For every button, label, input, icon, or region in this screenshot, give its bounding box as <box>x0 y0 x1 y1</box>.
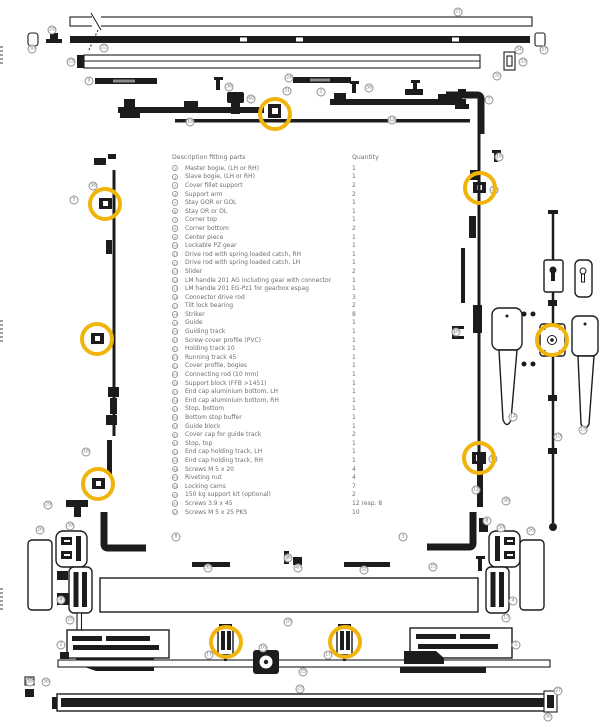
part-quantity: 4 <box>352 474 356 482</box>
part-description: Stay GOR or GOL <box>185 199 237 207</box>
margin-mark <box>0 320 3 344</box>
part-callout: 38 <box>90 183 96 189</box>
part-quantity: 2 <box>352 431 356 439</box>
highlight-circle <box>209 625 243 659</box>
part-number-badge: 4 <box>173 191 177 197</box>
part-quantity: 1 <box>352 328 356 336</box>
part-quantity: 4 <box>352 465 356 473</box>
parts-row <box>172 233 412 242</box>
part-callout: 18 <box>453 329 459 335</box>
part-callout: 16 <box>496 154 502 160</box>
part-description: Tilt lock bearing <box>185 302 234 310</box>
part-quantity: 10 <box>352 508 360 516</box>
part-quantity: 2 <box>352 181 356 189</box>
part-description: Bottom stop buffer <box>185 414 242 422</box>
part-number-badge: 5 <box>173 200 177 206</box>
part-description: Cover fillet support <box>185 181 243 189</box>
part-callout: 32 <box>361 567 367 573</box>
parts-row <box>172 207 412 216</box>
part-number-badge: 29 <box>173 406 178 412</box>
part-callout: 36 <box>43 679 49 685</box>
part-description: Support arm <box>185 190 223 198</box>
part-description: Corner bottom <box>185 224 229 232</box>
parts-row <box>172 181 412 190</box>
part-number-badge: 2 <box>173 174 177 180</box>
part-callout: 2 <box>317 88 326 97</box>
part-quantity: 1 <box>352 414 356 422</box>
part-quantity: 1 <box>352 388 356 396</box>
part-callout: 16 <box>83 449 89 455</box>
part-callout: 7 <box>485 96 494 105</box>
parts-row <box>172 259 412 268</box>
part-description: Slider <box>185 267 203 275</box>
part-quantity: 1 <box>352 362 356 370</box>
part-description: End cap aluminium bottom, LH <box>185 388 279 396</box>
part-callout: 17 <box>325 652 331 658</box>
part-quantity: 1 <box>352 207 356 215</box>
part-description: Stop, top <box>185 439 213 447</box>
part-callout: 31 <box>284 88 290 94</box>
parts-row <box>172 405 412 414</box>
parts-row <box>172 370 412 379</box>
pz-gear-column <box>522 210 566 531</box>
part-number-badge: 6 <box>173 209 177 215</box>
part-callout: 39 <box>67 523 73 529</box>
part-callout: 33 <box>520 59 526 65</box>
part-callout: 28 <box>27 679 33 685</box>
part-description: Running track 45 <box>185 353 237 361</box>
parts-list-header <box>172 154 412 162</box>
part-number-badge: 41 <box>173 509 178 515</box>
part-description: Guide block <box>185 422 221 430</box>
part-callout: 13 <box>187 119 193 125</box>
part-number-badge: 35 <box>173 458 178 464</box>
part-number-badge: 8 <box>173 226 177 232</box>
part-quantity: 1 <box>352 405 356 413</box>
part-callout: 12 <box>473 487 479 493</box>
parts-row <box>172 379 412 388</box>
part-callout: 24 <box>286 75 292 81</box>
part-number-badge: 9 <box>173 234 177 240</box>
highlight-circle <box>81 467 115 501</box>
part-callout: 29 <box>49 27 55 33</box>
part-callout: 36 <box>366 85 372 91</box>
part-quantity: 1 <box>352 199 356 207</box>
part-description: Connecting rod (10 mm) <box>185 371 259 379</box>
part-quantity: 3 <box>352 293 356 301</box>
part-callout: 37 <box>541 47 547 53</box>
part-number-badge: 28 <box>173 398 178 404</box>
parts-row <box>172 190 412 199</box>
part-description: 150 kg support kit (optional) <box>185 491 271 499</box>
part-callout: 26 <box>528 528 534 534</box>
part-description: Drive rod with spring loaded catch, LH <box>185 259 301 267</box>
part-callout: 25 <box>300 669 306 675</box>
part-description: Slave bogie, (LH or RH) <box>185 173 255 181</box>
part-number-badge: 37 <box>173 475 178 481</box>
part-number-badge: 20 <box>173 329 178 335</box>
parts-row <box>172 267 412 276</box>
part-description: Cover profile, bogies <box>185 362 248 370</box>
highlight-circle <box>80 322 114 356</box>
part-callout: 38 <box>491 187 497 193</box>
parts-row <box>172 422 412 431</box>
part-callout: 40 <box>295 565 301 571</box>
part-callout: 14 <box>510 414 516 420</box>
part-quantity: 1 <box>352 173 356 181</box>
part-number-badge: 31 <box>173 423 178 429</box>
part-quantity: 1 <box>352 396 356 404</box>
part-callout: 36 <box>545 714 551 720</box>
part-quantity: 1 <box>352 353 356 361</box>
parts-list-header-quantity: Quantity <box>352 154 379 161</box>
part-callout: 8 <box>172 533 181 542</box>
part-description: End cap holding track, RH <box>185 456 263 464</box>
parts-row <box>172 396 412 405</box>
part-callout: 15 <box>580 427 586 433</box>
parts-row <box>172 456 412 465</box>
part-callout: 29 <box>45 502 51 508</box>
part-quantity: 2 <box>352 224 356 232</box>
part-number-badge: 22 <box>173 346 178 352</box>
parts-row <box>172 276 412 285</box>
part-callout: 22 <box>101 45 107 51</box>
part-quantity: 1 <box>352 456 356 464</box>
highlight-circle <box>535 323 569 357</box>
part-number-badge: 10 <box>173 243 178 249</box>
part-number-badge: 18 <box>173 312 178 318</box>
parts-row <box>172 362 412 371</box>
part-number-badge: 26 <box>173 380 178 386</box>
parts-row <box>172 448 412 457</box>
parts-row <box>172 508 412 517</box>
part-quantity: 1 <box>352 448 356 456</box>
part-number-badge: 13 <box>173 269 178 275</box>
part-callout: 9 <box>85 77 94 86</box>
part-number-badge: 1 <box>173 166 177 172</box>
part-description: Guiding track <box>185 328 226 336</box>
margin-mark <box>0 588 3 610</box>
part-callout: 17 <box>206 652 212 658</box>
parts-row <box>172 164 412 173</box>
part-quantity: 1 <box>352 250 356 258</box>
parts-row <box>172 224 412 233</box>
part-callout: 25 <box>430 564 436 570</box>
part-quantity: 1 <box>352 345 356 353</box>
part-quantity: 1 <box>352 439 356 447</box>
parts-row <box>172 491 412 500</box>
part-number-badge: 11 <box>173 252 178 258</box>
part-callout: 35 <box>494 73 500 79</box>
part-description: Center piece <box>185 233 224 241</box>
part-quantity: 1 <box>352 233 356 241</box>
part-quantity: 1 <box>352 242 356 250</box>
part-description: End cap aluminium bottom, RH <box>185 396 279 404</box>
part-description: Screws M 5 x 20 <box>185 465 234 473</box>
part-quantity: 1 <box>352 379 356 387</box>
part-description: LM handle 201 AG including gear with connector <box>185 276 332 284</box>
part-quantity: 1 <box>352 276 356 284</box>
part-description: Master bogie, (LH or RH) <box>185 164 260 172</box>
part-quantity: 1 <box>352 371 356 379</box>
part-number-badge: 25 <box>173 372 178 378</box>
parts-list-rows <box>172 164 412 516</box>
part-description: Guide <box>185 319 203 327</box>
part-quantity: 2 <box>352 190 356 198</box>
parts-list-header-description: Description fitting parts <box>172 154 246 161</box>
parts-row <box>172 482 412 491</box>
part-callout: 1 <box>512 641 521 650</box>
part-description: End cap holding track, LH <box>185 448 263 456</box>
highlight-circle <box>328 625 362 659</box>
bottom-rail-assembly <box>25 677 557 712</box>
parts-row <box>172 319 412 328</box>
part-number-badge: 7 <box>173 217 177 223</box>
part-number-badge: 33 <box>173 441 178 447</box>
parts-row <box>172 430 412 439</box>
parts-row <box>172 250 412 259</box>
parts-row <box>172 198 412 207</box>
parts-row <box>172 473 412 482</box>
parts-row <box>172 336 412 345</box>
parts-row <box>172 439 412 448</box>
part-callout: 21 <box>455 9 461 15</box>
part-number-badge: 3 <box>173 183 177 189</box>
highlight-circle <box>463 171 497 205</box>
part-callout: 39 <box>498 525 504 531</box>
part-callout: 25 <box>67 617 73 623</box>
part-number-badge: 21 <box>173 337 178 343</box>
parts-row <box>172 293 412 302</box>
part-description: Riveting nut <box>185 474 222 482</box>
part-quantity: 8 <box>352 310 356 318</box>
part-number-badge: 16 <box>173 295 178 300</box>
part-number-badge: 39 <box>173 492 178 498</box>
part-description: Lockable PZ gear <box>185 242 237 250</box>
part-description: Drive rod with spring loaded catch, RH <box>185 250 302 258</box>
part-description: Stay OR or OL <box>185 207 228 215</box>
parts-row <box>172 173 412 182</box>
part-quantity: 2 <box>352 267 356 275</box>
parts-row <box>172 310 412 319</box>
part-callout: 27 <box>555 688 561 694</box>
part-description: Locking cams <box>185 482 226 490</box>
part-callout: 16 <box>490 456 496 462</box>
part-callout: 30 <box>29 46 35 52</box>
part-quantity: 1 <box>352 336 356 344</box>
part-number-badge: 32 <box>173 432 178 438</box>
part-description: Stop, bottom <box>185 405 225 413</box>
part-description: Cover cap for guide track <box>185 431 262 439</box>
part-description: Connector drive rod <box>185 293 245 301</box>
part-description: Screws 3.9 x 45 <box>185 499 233 507</box>
part-number-badge: 40 <box>173 501 178 507</box>
parts-row <box>172 413 412 422</box>
part-number-badge: 38 <box>173 484 178 490</box>
part-callout: 26 <box>37 527 43 533</box>
part-number-badge: 30 <box>173 415 178 421</box>
part-quantity: 1 <box>352 319 356 327</box>
part-quantity: 1 <box>352 164 356 172</box>
part-description: LM handle 201 EG-Pz1 for gearbox espag <box>185 285 309 293</box>
part-description: Screw cover profile (PVC) <box>185 336 261 344</box>
part-number-badge: 12 <box>173 260 178 266</box>
part-quantity: 2 <box>352 491 356 499</box>
highlight-circle <box>462 441 496 475</box>
part-callout: 36 <box>285 555 291 561</box>
parts-row <box>172 387 412 396</box>
part-number-badge: 27 <box>173 389 178 395</box>
parts-row <box>172 499 412 508</box>
part-callout: 13 <box>503 615 509 621</box>
part-callout: 5 <box>70 196 79 205</box>
part-quantity: 7 <box>352 482 356 490</box>
highlight-circle <box>88 187 122 221</box>
parts-list <box>172 154 412 516</box>
part-callout: 8 <box>483 517 492 526</box>
top-bogie-assemblies <box>118 77 470 123</box>
part-quantity: 1 <box>352 422 356 430</box>
part-description: Screws M 5 x 25 PKS <box>185 508 248 516</box>
part-callout: 40 <box>248 96 254 102</box>
parts-row <box>172 216 412 225</box>
part-callout: 36 <box>226 84 232 90</box>
part-callout: 16 <box>260 645 266 651</box>
part-callout: 34 <box>516 47 522 53</box>
parts-row <box>172 353 412 362</box>
part-callout: 32 <box>205 565 211 571</box>
parts-row <box>172 302 412 311</box>
part-callout: 36 <box>503 498 509 504</box>
part-callout: 4 <box>57 596 66 605</box>
part-quantity: 1 <box>352 285 356 293</box>
part-description: Corner top <box>185 216 217 224</box>
part-callout: 3 <box>399 533 408 542</box>
part-description: Support block (FFB >1451) <box>185 379 267 387</box>
parts-row <box>172 241 412 250</box>
part-number-badge: 15 <box>173 286 178 292</box>
part-quantity: 1 <box>352 216 356 224</box>
part-number-badge: 14 <box>173 277 178 283</box>
part-callout: 20 <box>285 619 291 625</box>
part-number-badge: 24 <box>173 363 178 369</box>
parts-row <box>172 465 412 474</box>
part-description: Striker <box>185 310 205 318</box>
parts-row <box>172 327 412 336</box>
parts-row <box>172 344 412 353</box>
part-number-badge: 36 <box>173 466 178 472</box>
parts-row <box>172 284 412 293</box>
part-callout: 13 <box>389 117 395 123</box>
part-number-badge: 34 <box>173 449 178 455</box>
part-quantity: 12 resp. 8 <box>352 499 383 507</box>
part-callout: 2 <box>57 641 66 650</box>
part-description: Holding track 10 <box>185 345 235 353</box>
part-callout: 23 <box>68 59 74 65</box>
part-number-badge: 23 <box>173 355 178 361</box>
part-number-badge: 19 <box>173 320 178 326</box>
part-callout: 10 <box>555 434 561 440</box>
part-quantity: 1 <box>352 259 356 267</box>
part-callout: 4 <box>509 597 518 606</box>
right-drive-rod <box>427 89 501 547</box>
margin-mark <box>0 46 3 64</box>
part-callout: 23 <box>297 686 303 692</box>
part-number-badge: 17 <box>173 303 178 309</box>
highlight-circle <box>258 97 292 131</box>
part-quantity: 2 <box>352 302 356 310</box>
